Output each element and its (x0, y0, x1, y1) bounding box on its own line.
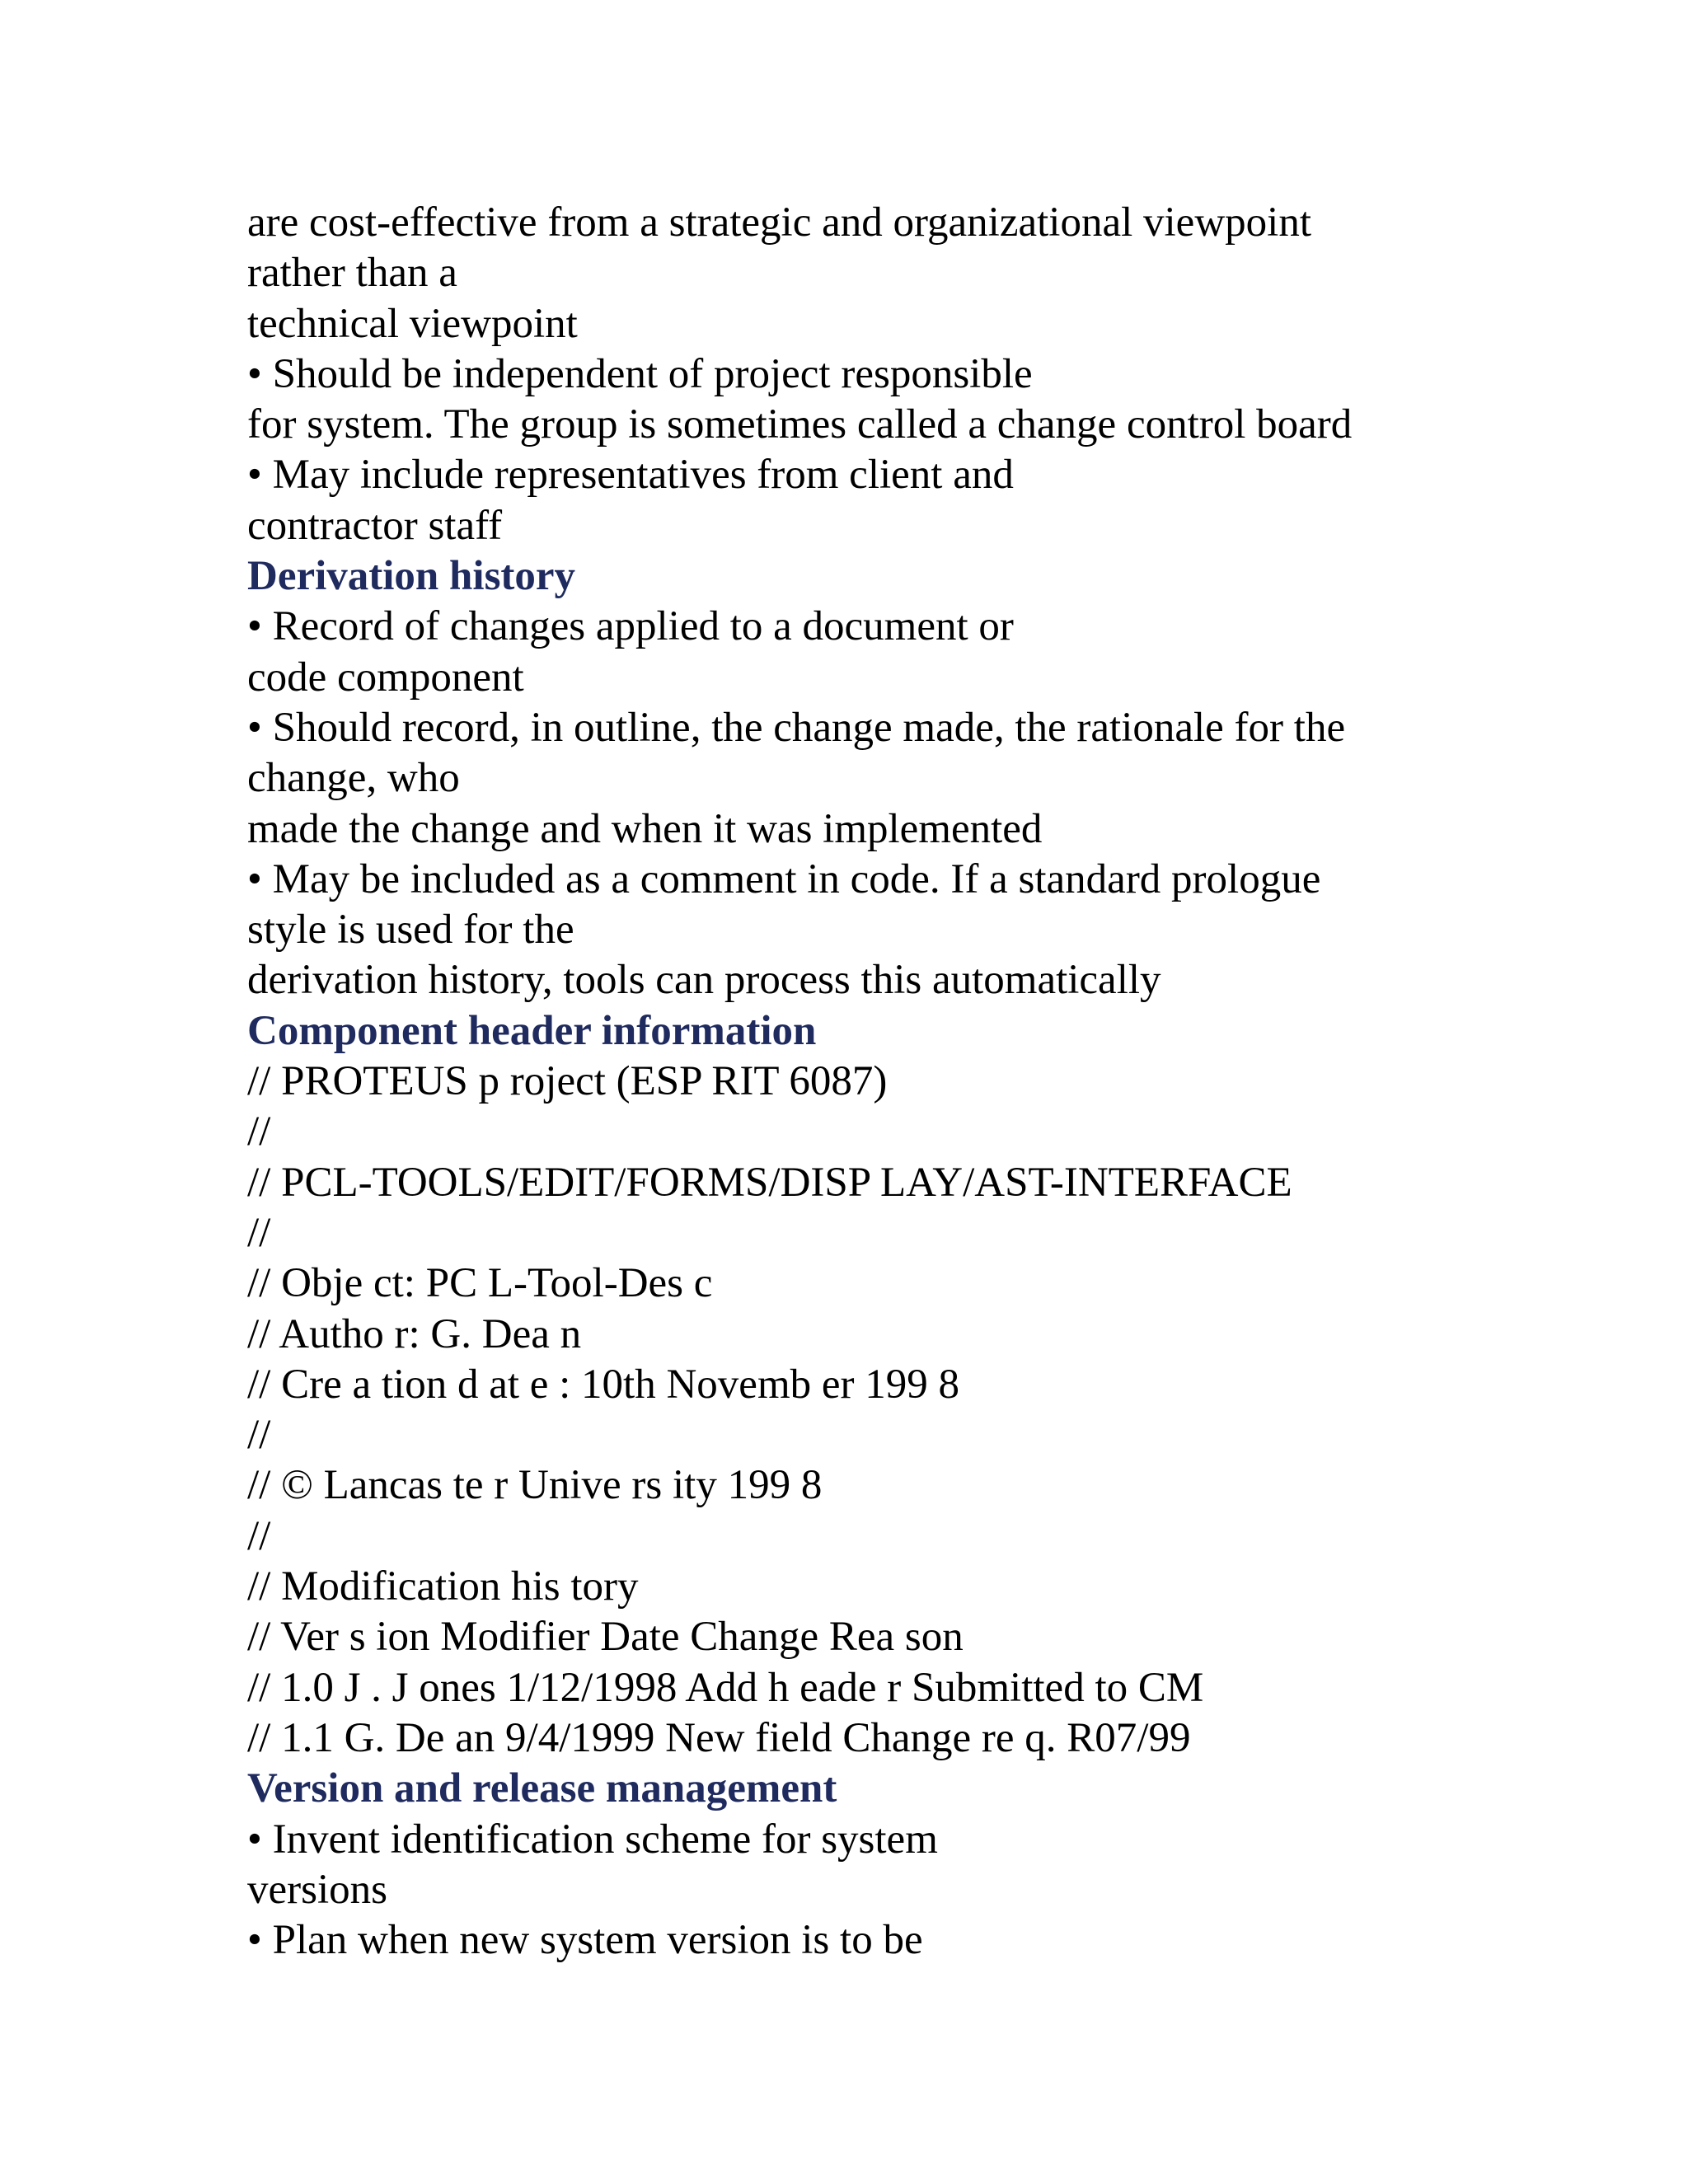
code-comment-line: // Cre a tion d at e : 10th Novemb er 199 8 (247, 1361, 959, 1408)
code-comment-line: // (247, 1512, 271, 1559)
text-line: made the change and when it was implemented (247, 805, 1043, 852)
bullet-line: • Invent identification scheme for system (247, 1816, 938, 1863)
code-comment-line: // Autho r: G. Dea n (247, 1310, 582, 1357)
section-heading-version-and-release-management: Version and release management (247, 1765, 837, 1812)
text-line: change, who (247, 755, 460, 802)
code-comment-line: // Ver s ion Modifier Date Change Rea son (247, 1614, 964, 1661)
text-line: code component (247, 654, 524, 701)
section-heading-component-header-information: Component header information (247, 1007, 817, 1054)
code-comment-line: // 1.0 J . J ones 1/12/1998 Add h eade r Submitted to CM (247, 1664, 1204, 1711)
text-line: technical viewpoint (247, 300, 578, 347)
bullet-line: • Record of changes applied to a document or (247, 603, 1014, 650)
code-comment-line: // (247, 1412, 271, 1459)
code-comment-line: // 1.1 G. De an 9/4/1999 New field Change re q. R07/99 (247, 1714, 1191, 1761)
text-line: are cost-effective from a strategic and organizational viewpoint (247, 199, 1311, 246)
bullet-line: • Plan when new system version is to be (247, 1917, 923, 1964)
code-comment-line: // PROTEUS p roject (ESP RIT 6087) (247, 1058, 888, 1105)
code-comment-line: // (247, 1209, 271, 1256)
code-comment-line: // Modification his tory (247, 1563, 639, 1610)
page-content (247, 198, 1451, 1966)
bullet-line: • May be included as a comment in code. If a standard prologue (247, 855, 1321, 902)
text-line: contractor staff (247, 502, 503, 549)
code-comment-line: // (247, 1108, 271, 1155)
bullet-line: • May include representatives from client and (247, 452, 1014, 499)
code-comment-line: // Obje ct: PC L-Tool-Des c (247, 1260, 713, 1307)
text-line: rather than a (247, 250, 457, 297)
text-line: style is used for the (247, 907, 574, 954)
section-heading-derivation-history: Derivation history (247, 553, 576, 600)
text-line: versions (247, 1866, 387, 1913)
code-comment-line: // PCL-TOOLS/EDIT/FORMS/DISP LAY/AST-INTERFACE (247, 1159, 1292, 1206)
text-line: for system. The group is sometimes called a change control board (247, 401, 1353, 448)
text-line: derivation history, tools can process this automatically (247, 957, 1161, 1004)
code-comment-line: // © Lancas te r Unive rs ity 199 8 (247, 1462, 823, 1509)
bullet-line: • Should record, in outline, the change made, the rationale for the (247, 704, 1346, 751)
bullet-line: • Should be independent of project responsible (247, 350, 1033, 397)
